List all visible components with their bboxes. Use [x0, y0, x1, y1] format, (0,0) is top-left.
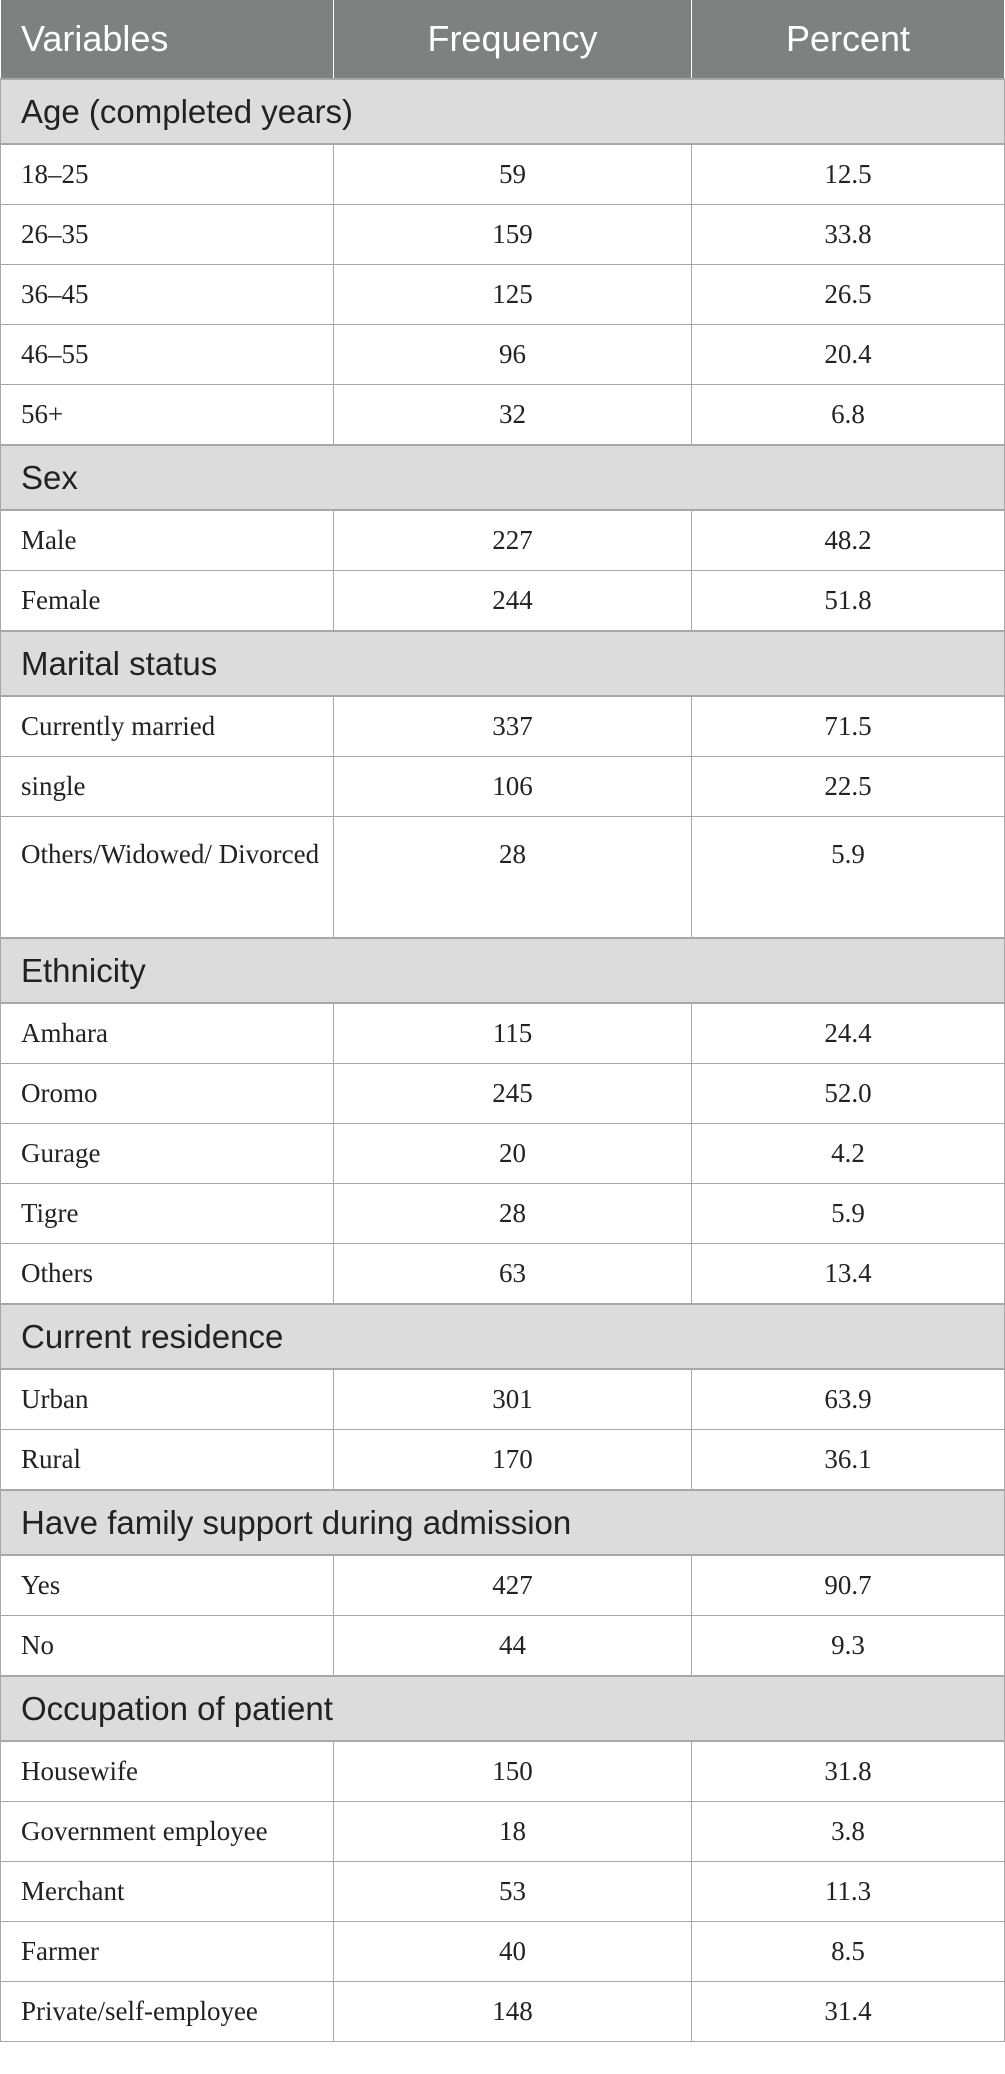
table-row: [1, 265, 1005, 325]
variable-cell: 56+: [1, 385, 334, 446]
table-row: [1, 325, 1005, 385]
table-row: [1, 571, 1005, 632]
variable-cell: Amhara: [1, 1003, 334, 1064]
frequency-cell: 96: [334, 325, 692, 385]
variable-cell: 26–35: [1, 205, 334, 265]
variable-cell: Others: [1, 1244, 334, 1305]
column-header-percent: Percent: [692, 0, 1005, 79]
percent-cell: 31.4: [692, 1982, 1005, 2042]
variable-cell: Farmer: [1, 1922, 334, 1982]
table-row: [1, 510, 1005, 571]
percent-cell: 26.5: [692, 265, 1005, 325]
variable-cell: Gurage: [1, 1124, 334, 1184]
frequency-cell: 148: [334, 1982, 692, 2042]
frequency-cell: 63: [334, 1244, 692, 1305]
variable-cell: Rural: [1, 1430, 334, 1491]
percent-cell: 3.8: [692, 1802, 1005, 1862]
percent-cell: 33.8: [692, 205, 1005, 265]
variable-cell: Currently married: [1, 696, 334, 757]
table-row: [1, 144, 1005, 205]
table-row: [1, 385, 1005, 446]
percent-cell: 51.8: [692, 571, 1005, 632]
table-row: [1, 1244, 1005, 1305]
frequency-cell: 170: [334, 1430, 692, 1491]
variable-cell: No: [1, 1616, 334, 1677]
section-title: Ethnicity: [1, 938, 1005, 1003]
percent-cell: 5.9: [692, 817, 1005, 939]
section-title: Current residence: [1, 1304, 1005, 1369]
variable-cell: Private/self-employee: [1, 1982, 334, 2042]
column-header-frequency: Frequency: [334, 0, 692, 79]
percent-cell: 36.1: [692, 1430, 1005, 1491]
section-title: Occupation of patient: [1, 1676, 1005, 1741]
frequency-cell: 40: [334, 1922, 692, 1982]
frequency-cell: 244: [334, 571, 692, 632]
percent-cell: 71.5: [692, 696, 1005, 757]
section-row: [1, 445, 1005, 510]
percent-cell: 12.5: [692, 144, 1005, 205]
frequency-cell: 150: [334, 1741, 692, 1802]
table-row: [1, 1369, 1005, 1430]
percent-cell: 9.3: [692, 1616, 1005, 1677]
table-body: [1, 79, 1005, 2042]
percent-cell: 4.2: [692, 1124, 1005, 1184]
column-header-variables: Variables: [1, 0, 334, 79]
variable-cell: Merchant: [1, 1862, 334, 1922]
percent-cell: 5.9: [692, 1184, 1005, 1244]
frequency-cell: 115: [334, 1003, 692, 1064]
frequency-cell: 337: [334, 696, 692, 757]
variable-cell: 46–55: [1, 325, 334, 385]
percent-cell: 52.0: [692, 1064, 1005, 1124]
table-row: [1, 1003, 1005, 1064]
frequency-cell: 125: [334, 265, 692, 325]
table-row: [1, 1184, 1005, 1244]
frequency-cell: 59: [334, 144, 692, 205]
frequency-cell: 18: [334, 1802, 692, 1862]
frequency-cell: 32: [334, 385, 692, 446]
frequency-cell: 28: [334, 1184, 692, 1244]
variable-cell: Tigre: [1, 1184, 334, 1244]
variable-cell: 36–45: [1, 265, 334, 325]
frequency-cell: 245: [334, 1064, 692, 1124]
percent-cell: 24.4: [692, 1003, 1005, 1064]
percent-cell: 20.4: [692, 325, 1005, 385]
percent-cell: 13.4: [692, 1244, 1005, 1305]
frequency-cell: 301: [334, 1369, 692, 1430]
table-row: [1, 817, 1005, 939]
section-title: Have family support during admission: [1, 1490, 1005, 1555]
frequency-cell: 53: [334, 1862, 692, 1922]
percent-cell: 11.3: [692, 1862, 1005, 1922]
section-row: [1, 79, 1005, 144]
variable-cell: Female: [1, 571, 334, 632]
percent-cell: 90.7: [692, 1555, 1005, 1616]
section-title: Marital status: [1, 631, 1005, 696]
table-header: [1, 0, 1005, 79]
frequency-cell: 106: [334, 757, 692, 817]
section-row: [1, 1490, 1005, 1555]
variable-cell: Male: [1, 510, 334, 571]
frequency-cell: 159: [334, 205, 692, 265]
percent-cell: 6.8: [692, 385, 1005, 446]
section-row: [1, 938, 1005, 1003]
variable-cell: Government employee: [1, 1802, 334, 1862]
section-title: Sex: [1, 445, 1005, 510]
table-row: [1, 1616, 1005, 1677]
variable-cell: Oromo: [1, 1064, 334, 1124]
percent-cell: 22.5: [692, 757, 1005, 817]
frequency-cell: 28: [334, 817, 692, 939]
variable-cell: Housewife: [1, 1741, 334, 1802]
section-title: Age (completed years): [1, 79, 1005, 144]
table-row: [1, 1124, 1005, 1184]
section-row: [1, 1676, 1005, 1741]
percent-cell: 48.2: [692, 510, 1005, 571]
variable-cell: Yes: [1, 1555, 334, 1616]
percent-cell: 31.8: [692, 1741, 1005, 1802]
table-row: [1, 696, 1005, 757]
table-row: [1, 1741, 1005, 1802]
table-row: [1, 1064, 1005, 1124]
frequency-cell: 427: [334, 1555, 692, 1616]
variable-cell: 18–25: [1, 144, 334, 205]
table-row: [1, 1430, 1005, 1491]
section-row: [1, 631, 1005, 696]
table-row: [1, 205, 1005, 265]
variable-cell: Urban: [1, 1369, 334, 1430]
table-row: [1, 1802, 1005, 1862]
table-row: [1, 1555, 1005, 1616]
table-row: [1, 1862, 1005, 1922]
variable-cell: Others/Widowed/ Divorced: [1, 817, 334, 939]
variable-cell: single: [1, 757, 334, 817]
percent-cell: 8.5: [692, 1922, 1005, 1982]
frequency-cell: 227: [334, 510, 692, 571]
frequency-cell: 20: [334, 1124, 692, 1184]
table-row: [1, 1982, 1005, 2042]
percent-cell: 63.9: [692, 1369, 1005, 1430]
frequency-cell: 44: [334, 1616, 692, 1677]
header-row: [1, 0, 1005, 79]
table-row: [1, 1922, 1005, 1982]
section-row: [1, 1304, 1005, 1369]
table-row: [1, 757, 1005, 817]
